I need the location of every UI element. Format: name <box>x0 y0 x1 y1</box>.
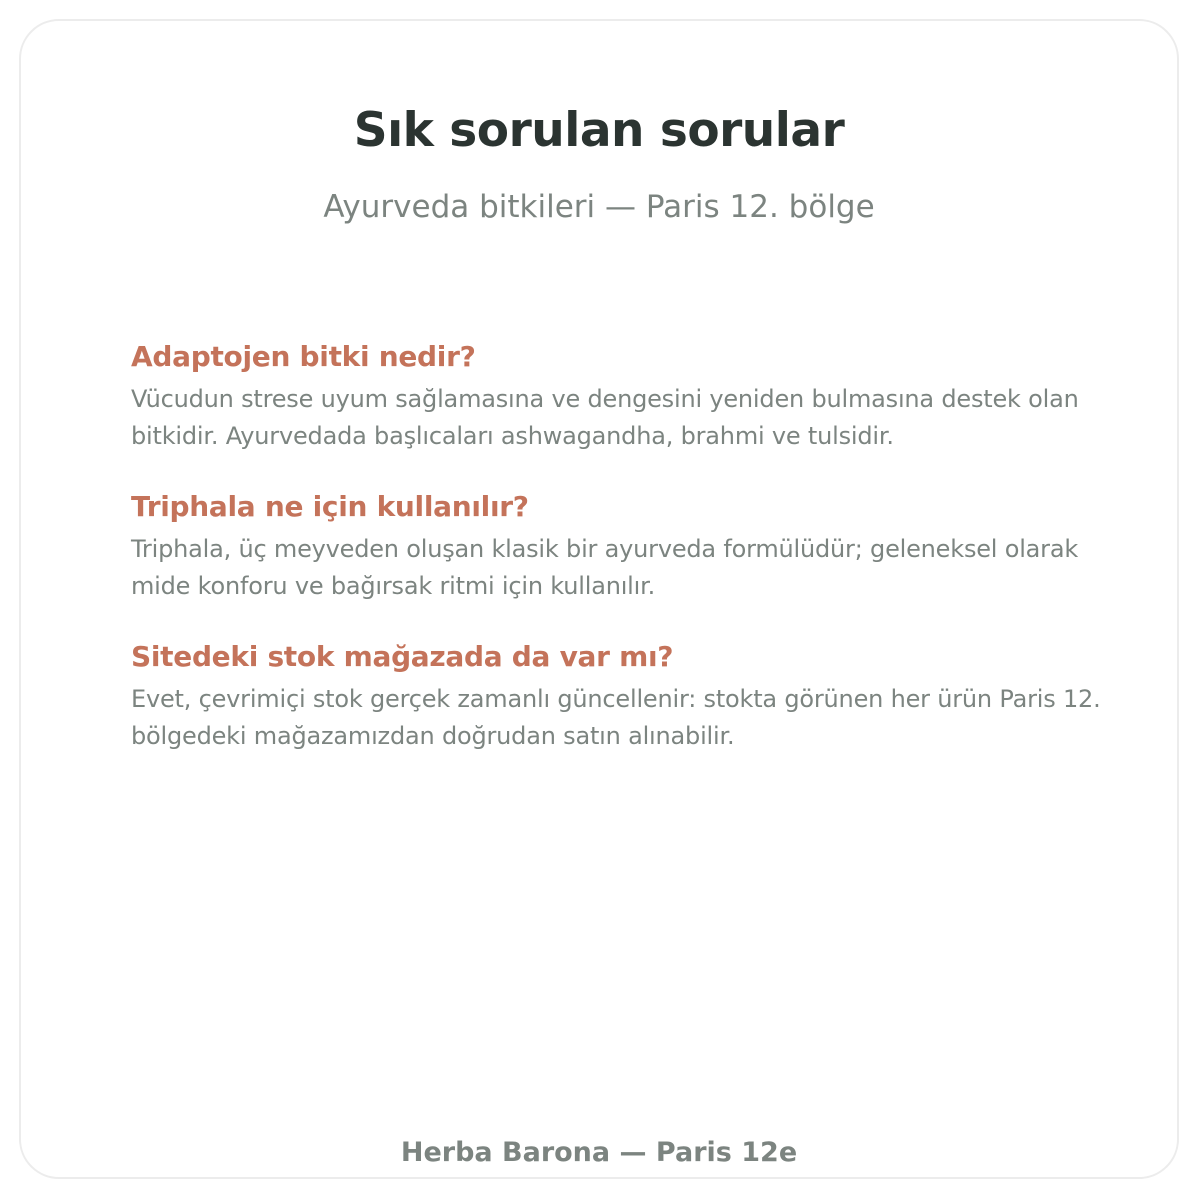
page-title: Sık sorulan sorular <box>353 103 845 158</box>
faq-answer: Evet, çevrimiçi stok gerçek zamanlı güncellenir: stokta görünen her ürün Paris 12. bölgedeki mağazamızdan doğrudan satın alınabilir. <box>131 685 1101 750</box>
faq-card <box>19 19 1179 1179</box>
faq-question: Adaptojen bitki nedir? <box>131 340 476 373</box>
faq-item <box>131 639 1117 755</box>
faq-item <box>131 339 1117 455</box>
faq-question: Sitedeki stok mağazada da var mı? <box>131 640 674 673</box>
faq-item <box>131 489 1117 605</box>
footer-brand: Herba Barona — Paris 12e <box>400 1137 798 1168</box>
faq-answer: Triphala, üç meyveden oluşan klasik bir ayurveda formülüdür; geleneksel olarak mide konforu ve bağırsak ritmi için kullanılır. <box>131 535 1079 600</box>
faq-list <box>131 339 1117 789</box>
faq-question: Triphala ne için kullanılır? <box>131 490 529 523</box>
page-subtitle: Ayurveda bitkileri — Paris 12. bölge <box>323 189 875 225</box>
faq-answer: Vücudun strese uyum sağlamasına ve dengesini yeniden bulmasına destek olan bitkidir. Ayurvedada başlıcaları ashwagandha, brahmi ve tulsidir. <box>131 385 1079 450</box>
